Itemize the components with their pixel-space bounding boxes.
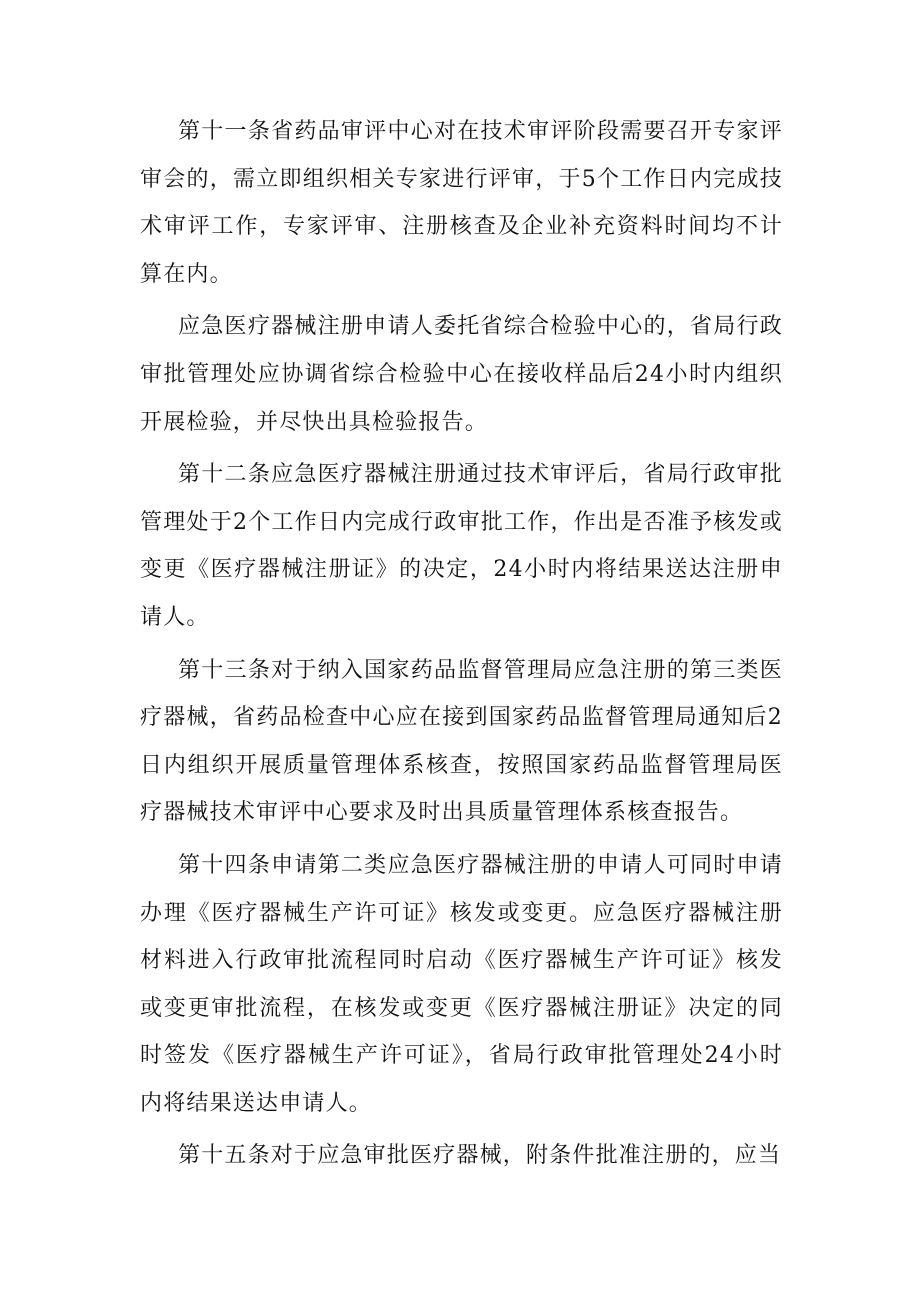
paragraph-article-15: 第十五条对于应急审批医疗器械，附条件批准注册的，应当 <box>178 1143 782 1169</box>
paragraph-article-13: 第十三条对于纳入国家药品监督管理局应急注册的第三类医疗器械，省药品检查中心应在接到国家药品监督管理局通知后2日内组织开展质量管理体系核查，按照国家药品监督管理局医疗器械技术审评中心要求及时出具质量管理体系核查报告。 <box>140 657 783 826</box>
paragraph-article-11: 第十一条省药品审评中心对在技术审评阶段需要召开专家评审会的，需立即组织相关专家进行评审，于5个工作日内完成技术审评工作，专家评审、注册核查及企业补充资料时间均不计算在内。 <box>140 119 783 287</box>
paragraph-inspection-entrust: 应急医疗器械注册申请人委托省综合检验中心的，省局行政审批管理处应协调省综合检验中心在接收样品后24小时内组织开展检验，并尽快出具检验报告。 <box>140 314 783 435</box>
paragraph-article-14: 第十四条申请第二类应急医疗器械注册的申请人可同时申请办理《医疗器械生产许可证》核发或变更。应急医疗器械注册材料进入行政审批流程同时启动《医疗器械生产许可证》核发或变更审批流程，在核发或变更《医疗器械注册证》决定的同时签发《医疗器械生产许可证》，省局行政审批管理处24小时内将结果送达申请人。 <box>140 852 783 1116</box>
paragraph-article-12: 第十二条应急医疗器械注册通过技术审评后，省局行政审批管理处于2个工作日内完成行政审批工作，作出是否准予核发或变更《医疗器械注册证》的决定，24小时内将结果送达注册申请人。 <box>140 462 783 630</box>
document-body <box>140 108 783 1185</box>
